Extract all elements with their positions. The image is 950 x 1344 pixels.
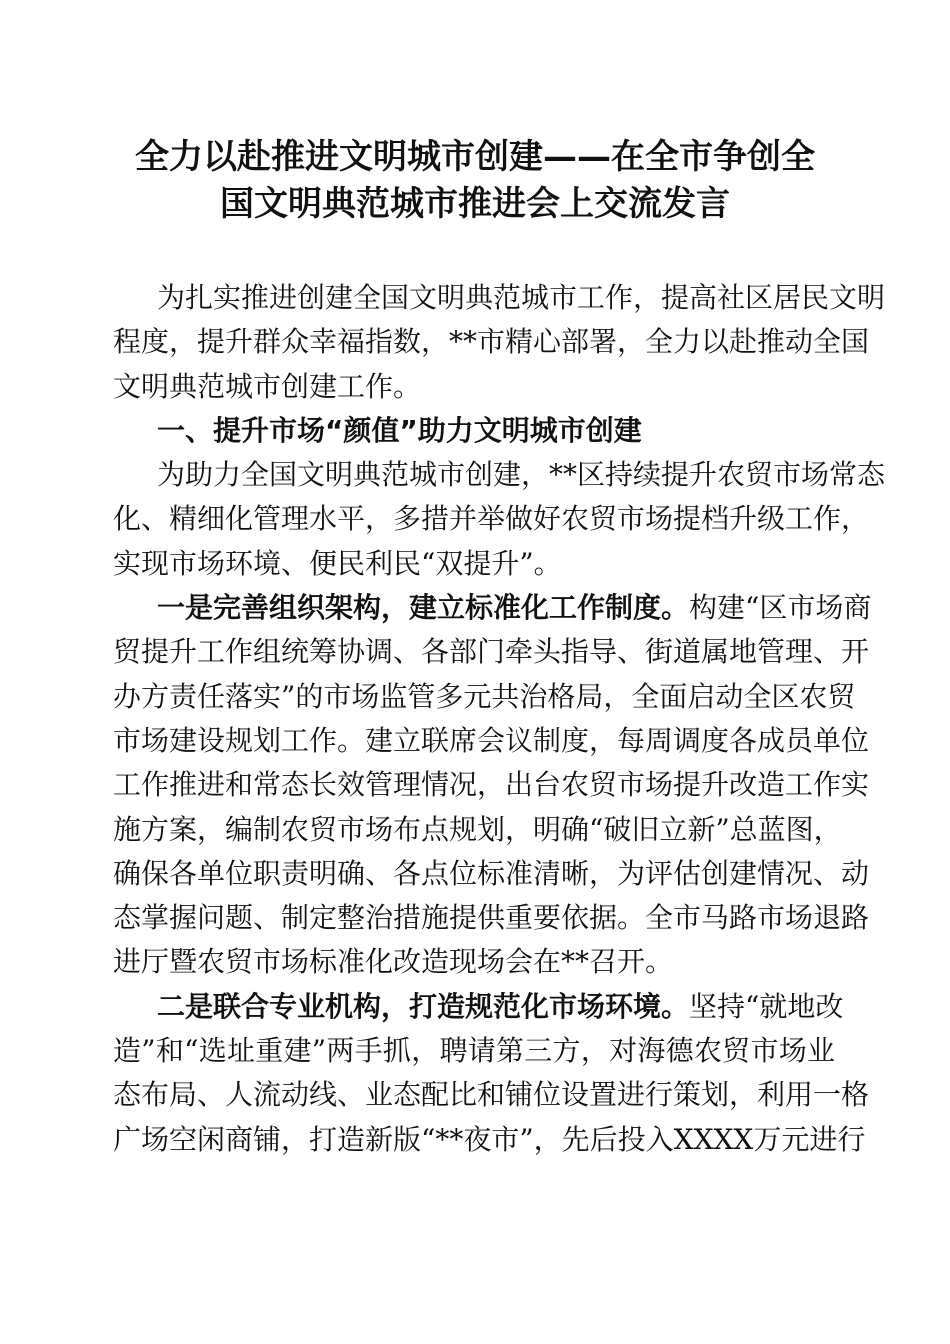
paragraph-line: 贸提升工作组统筹协调、各部门牵头指导、街道属地管理、开	[113, 635, 870, 669]
paragraph-text: 坚持“就地改	[689, 989, 844, 1023]
paragraph-line	[113, 586, 872, 630]
paragraph-line	[113, 985, 844, 1029]
paragraph-line: 工作推进和常态长效管理情况，出台农贸市场提升改造工作实	[113, 768, 870, 802]
paragraph-line: 实现市场环境、便民利民“双提升”。	[113, 546, 562, 580]
paragraph-line: 办方责任落实”的市场监管多元共治格局，全面启动全区农贸	[113, 679, 856, 713]
title-line: 国文明典范城市推进会上交流发言	[220, 184, 730, 224]
paragraph-line: 进厅暨农贸市场标准化改造现场会在**召开。	[113, 945, 674, 979]
paragraph-text: 构建“区市场商	[689, 591, 872, 625]
document-body	[113, 276, 886, 1162]
paragraph-line: 化、精细化管理水平，多措并举做好农贸市场提档升级工作，	[113, 502, 870, 536]
paragraph-line: 广场空闲商铺，打造新版“**夜市”，先后投入XXXX万元进行	[113, 1122, 866, 1156]
paragraph-line: 为扎实推进创建全国文明典范城市工作，提高社区居民文明	[157, 281, 886, 314]
paragraph-line: 态布局、人流动线、业态配比和铺位设置进行策划，利用一格	[113, 1078, 870, 1112]
section-heading: 一、提升市场“颜值”助力文明城市创建	[157, 413, 642, 447]
paragraph-line: 施方案，编制农贸市场布点规划，明确“破旧立新”总蓝图，	[113, 812, 842, 846]
paragraph-line: 态掌握问题、制定整治措施提供重要依据。全市马路市场退路	[113, 901, 870, 935]
title-line: 全力以赴推进文明城市创建——在全市争创全	[135, 137, 815, 177]
paragraph-lead: 一是完善组织架构，建立标准化工作制度。	[157, 591, 690, 625]
paragraph-line: 确保各单位职责明确、各点位标准清晰，为评估创建情况、动	[113, 856, 870, 890]
paragraph-lead: 二是联合专业机构，打造规范化市场环境。	[157, 989, 690, 1023]
paragraph-line: 造”和“选址重建”两手抓，聘请第三方，对海德农贸市场业	[113, 1034, 835, 1068]
paragraph-line: 程度，提升群众幸福指数，**市精心部署，全力以赴推动全国	[113, 325, 870, 359]
document-title	[100, 134, 850, 228]
paragraph-line: 为助力全国文明典范城市创建，**区持续提升农贸市场常态	[157, 458, 886, 492]
paragraph-line: 文明典范城市创建工作。	[113, 369, 422, 403]
paragraph-line: 市场建设规划工作。建立联席会议制度，每周调度各成员单位	[113, 723, 870, 757]
